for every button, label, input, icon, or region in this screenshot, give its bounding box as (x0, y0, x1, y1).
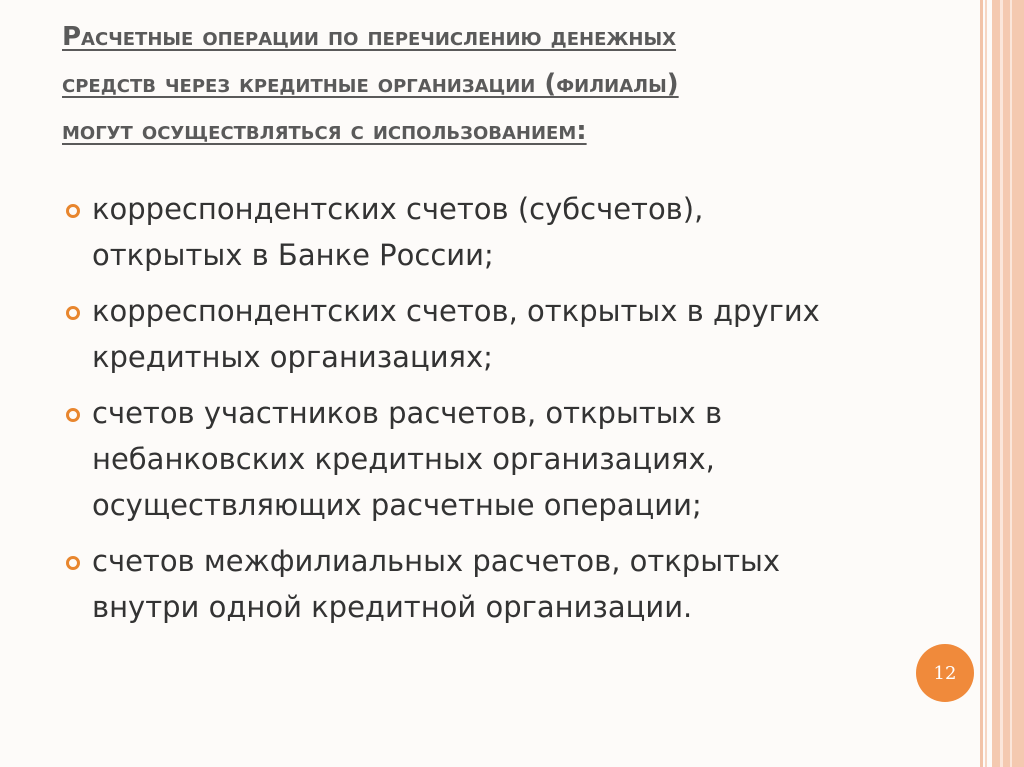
ring-bullet-icon (66, 204, 80, 218)
slide-title (62, 14, 922, 155)
list-item-text: осуществляющих расчетные операции; (92, 488, 702, 522)
list-item (62, 390, 942, 528)
list-item (62, 538, 942, 630)
title-line (62, 14, 922, 61)
list-item-text: кредитных организациях; (92, 340, 493, 374)
list-item-text: счетов участников расчетов, открытых в (92, 396, 723, 430)
list-item-text: корреспондентских счетов (субсчетов), (92, 192, 704, 226)
title-line (62, 61, 922, 108)
page-number: 12 (933, 662, 957, 684)
decorative-stripes (980, 0, 1024, 767)
list-item-text: небанковских кредитных организациях, (92, 442, 715, 476)
list-item-text: открытых в Банке России; (92, 238, 494, 272)
title-text: Расчетные операции по перечислению денежных (62, 22, 677, 52)
stripe (1010, 0, 1012, 767)
stripe (985, 0, 987, 767)
list-item (62, 288, 942, 380)
list-item-text: корреспондентских счетов, открытых в других (92, 294, 820, 328)
ring-bullet-icon (66, 408, 80, 422)
list-item-text: внутри одной кредитной организации. (92, 590, 693, 624)
stripe (1000, 0, 1003, 767)
list-item (62, 186, 942, 278)
bullet-list (62, 186, 942, 640)
stripe (992, 0, 1024, 767)
page-number-badge (916, 644, 974, 702)
ring-bullet-icon (66, 556, 80, 570)
title-line (62, 108, 922, 155)
title-text: могут осуществляться с использованием: (62, 116, 587, 146)
list-item-text: счетов межфилиальных расчетов, открытых (92, 544, 781, 578)
ring-bullet-icon (66, 306, 80, 320)
title-text: средств через кредитные организации (филиалы) (62, 69, 679, 99)
stripe (980, 0, 983, 767)
